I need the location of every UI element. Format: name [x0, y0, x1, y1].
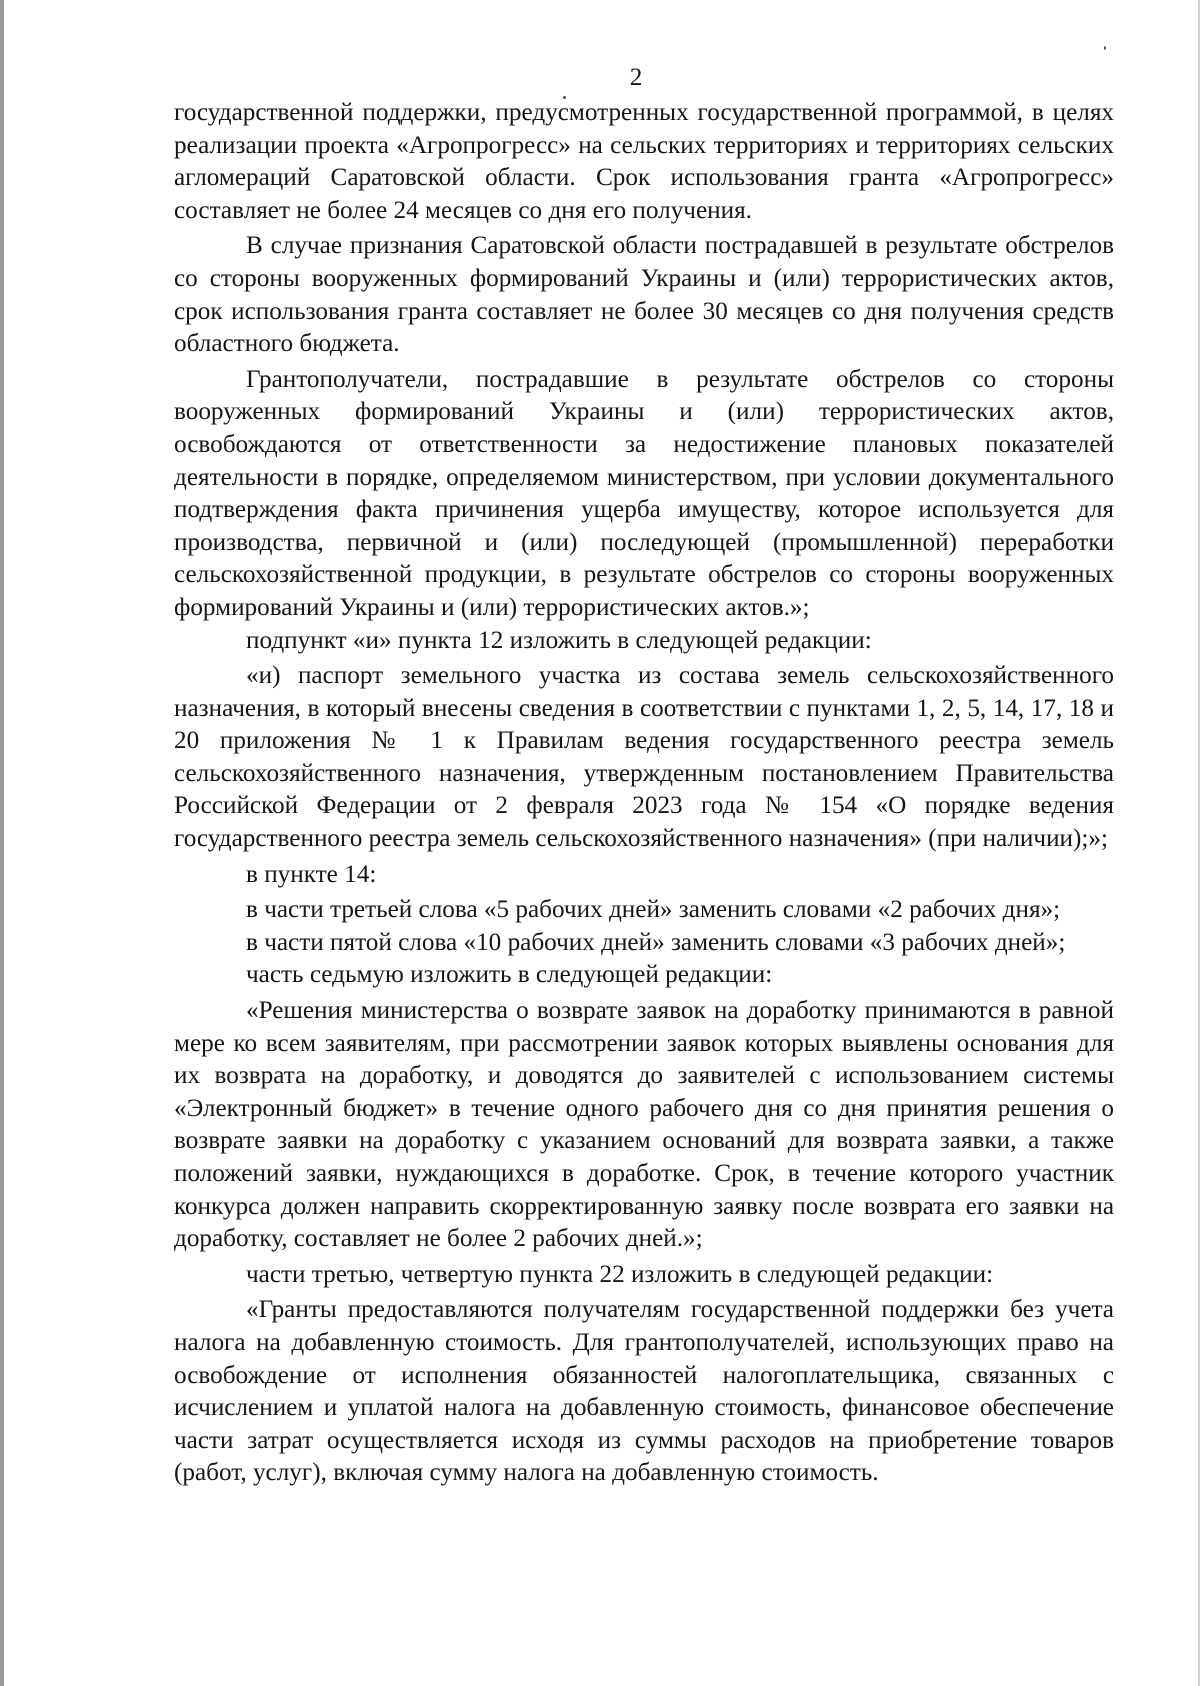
paragraph-subpoint-i-intro: подпункт «и» пункта 12 изложить в следующей редакции:	[246, 626, 872, 654]
scan-edge-left	[0, 0, 4, 1686]
scan-speck	[1104, 46, 1106, 50]
paragraph-grant-term: государственной поддержки, предусмотренных государственной программой, в целях реализации проекта «Агропрогресс» на сельских территориях и территориях сельских агломераций Саратовской области. Срок использования гранта «Агропрогресс» составляет не более 24 месяцев со дня его получения.	[174, 99, 1114, 224]
paragraph-grants-vat: «Гранты предоставляются получателям государственной поддержки без учета налога на добавленную стоимость. Для грантополучателей, использующих право на освобождение от исполнения обязанностей налогоплательщика, связанных с исчислением и уплатой налога на добавленную стоимость, финансовое обеспечение части затрат осуществляется исходя из суммы расходов на приобретение товаров (работ, услуг), включая сумму налога на добавленную стоимость.	[174, 1296, 1114, 1487]
paragraph-part-five-change: в части пятой слова «10 рабочих дней» заменить словами «3 рабочих дней»;	[246, 928, 1066, 956]
paragraph-land-passport: «и) паспорт земельного участка из состава земель сельскохозяйственного назначения, в который внесены сведения в соответствии с пунктами 1, 2, 5, 14, 17, 18 и 20 приложения № 1 к Правилам ведения государственного реестра земель сельскохозяйственного назначения, утвержденным постановлением Правительства Российской Федерации от 2 февраля 2023 года № 154 «О порядке ведения государственного реестра земель сельскохозяйственного назначения» (при наличии);»;	[174, 662, 1114, 853]
paragraph-shelling-term: В случае признания Саратовской области пострадавшей в результате обстрелов со стороны вооруженных формирований Украины и (или) террористических актов, срок использования гранта составляет не более 30 месяцев со дня получения средств областного бюджета.	[174, 232, 1114, 358]
document-page	[174, 62, 1114, 1490]
paragraph-point-22-intro: части третью, четвертую пункта 22 изложить в следующей редакции:	[246, 1260, 994, 1288]
paragraph-part-three-change: в части третьей слова «5 рабочих дней» заменить словами «2 рабочих дня»;	[246, 896, 1061, 924]
page-number: 2	[629, 64, 643, 91]
paragraph-part-seven-intro: часть седьмую изложить в следующей редакции:	[246, 961, 773, 989]
paragraph-point-14-intro: в пункте 14:	[246, 860, 377, 888]
paragraph-grant-recipients-liability: Грантополучатели, пострадавшие в результате обстрелов со стороны вооруженных формирований Украины и (или) террористических актов, освобождаются от ответственности за недостижение плановых показателей деятельности в порядке, определяемом министерством, при условии документального подтверждения факта причинения ущерба имуществу, которое используется для производства, первичной и (или) последующей (промышленной) переработки сельскохозяйственной продукции, в результате обстрелов со стороны вооруженных формирований Украины и (или) террористических актов.»;	[174, 365, 1114, 621]
paragraph-return-decisions: «Решения министерства о возврате заявок на доработку принимаются в равной мере ко всем заявителям, при рассмотрении заявок которых выявлены основания для их возврата на доработку, и доводятся до заявителей с использованием системы «Электронный бюджет» в течение одного рабочего дня со дня принятия решения о возврате заявки на доработку с указанием оснований для возврата заявки, а также положений заявки, нуждающихся в доработке. Срок, в течение которого участник конкурса должен направить скорректированную заявку после возврата его заявки на доработку, составляет не более 2 рабочих дней.»;	[174, 997, 1114, 1253]
